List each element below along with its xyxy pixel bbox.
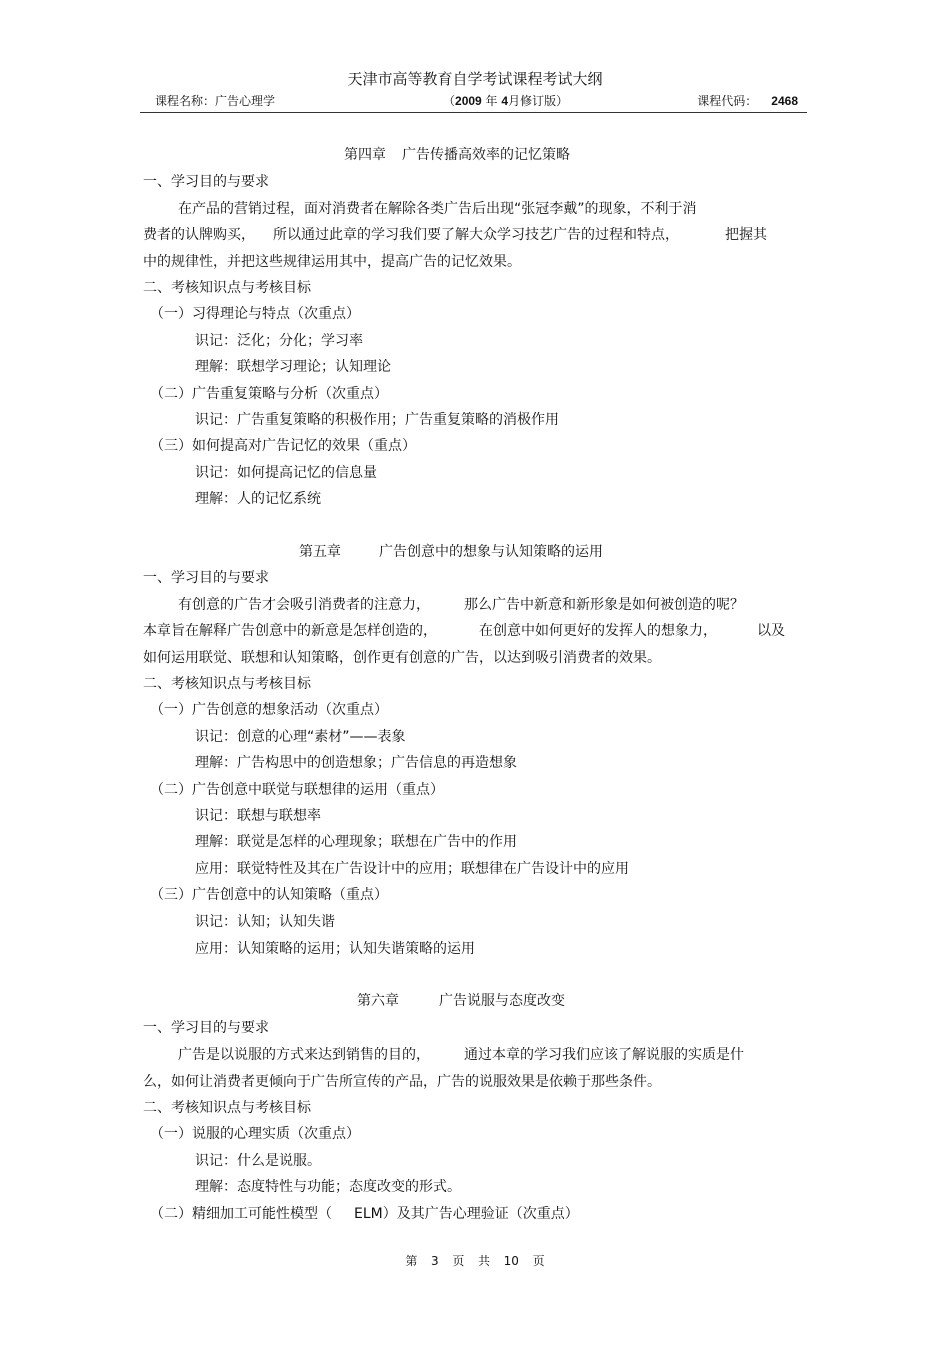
chapter-4-section-2-item-1: 识记：广告重复策略的积极作用；广告重复策略的消极作用 xyxy=(195,412,559,428)
course-code-label: 课程代码： xyxy=(697,94,758,108)
chapter-5-name: 广告创意中的想象与认知策略的运用 xyxy=(379,544,603,560)
course-name: 课程名称：广告心理学 xyxy=(155,94,276,108)
page-number: 3 xyxy=(431,1254,439,1268)
chapter-5-number: 第五章 xyxy=(299,544,341,560)
course-code xyxy=(697,92,798,109)
chapter-4-kp-heading: 二、考核知识点与考核目标 xyxy=(143,280,311,296)
text-run: 那么广告中新意和新形象是如何被创造的呢？ xyxy=(464,597,744,613)
chapter-5-section-3-item-2: 应用：认知策略的运用；认知失谐策略的运用 xyxy=(195,941,475,957)
text-run: 所以通过此章的学习我们要了解大众学习技艺广告的过程和特点， xyxy=(273,227,679,243)
text-run: （二）精细加工可能性模型（ xyxy=(150,1206,332,1222)
chapter-4-section-1-item-2: 理解：联想学习理论；认知理论 xyxy=(195,359,391,375)
chapter-4-para-line-3: 中的规律性，并把这些规律运用其中，提高广告的记忆效果。 xyxy=(143,254,521,270)
chapter-6-goal-heading: 一、学习目的与要求 xyxy=(143,1020,269,1036)
text-run: 广告是以说服的方式来达到销售的目的， xyxy=(178,1047,430,1063)
chapter-6-section-1-item-1: 识记：什么是说服。 xyxy=(195,1153,321,1169)
revision-year-unit: 年 xyxy=(485,94,498,108)
chapter-4-goal-heading: 一、学习目的与要求 xyxy=(143,174,269,190)
chapter-4-section-2-title: （二）广告重复策略与分析（次重点） xyxy=(150,386,388,402)
course-code-value: 2468 xyxy=(771,94,798,108)
chapter-5-section-1-item-1: 识记：创意的心理“素材”——表象 xyxy=(195,729,406,745)
chapter-4-section-3-title: （三）如何提高对广告记忆的效果（重点） xyxy=(150,438,416,454)
chapter-4-para-line-2 xyxy=(143,226,767,244)
revision-close: 月修订版） xyxy=(508,94,569,108)
chapter-6-para-line-2: 么，如何让消费者更倾向于广告所宣传的产品，广告的说服效果是依赖于那些条件。 xyxy=(143,1074,661,1090)
revision-open: （ xyxy=(443,94,456,108)
chapter-4-section-3-item-1: 识记：如何提高记忆的信息量 xyxy=(195,465,377,481)
text-run: 以及 xyxy=(757,623,785,639)
chapter-4-section-1-item-1: 识记：泛化；分化；学习率 xyxy=(195,333,363,349)
revision-year: 2009 xyxy=(455,94,482,108)
footer-text: 页 xyxy=(452,1254,465,1268)
chapter-5-section-1-title: （一）广告创意的想象活动（次重点） xyxy=(150,702,388,718)
page-total: 10 xyxy=(503,1254,519,1268)
chapter-6-title xyxy=(357,992,565,1010)
chapter-5-section-2-item-2: 理解：联觉是怎样的心理现象；联想在广告中的作用 xyxy=(195,834,517,850)
footer-text: 共 xyxy=(478,1254,491,1268)
chapter-5-para-line-3: 如何运用联觉、联想和认知策略，创作更有创意的广告，以达到吸引消费者的效果。 xyxy=(143,650,661,666)
revision-label xyxy=(443,92,568,109)
page-footer xyxy=(0,1252,950,1269)
text-run: 本章旨在解释广告创意中的新意是怎样创造的， xyxy=(143,623,437,639)
chapter-6-para-line-1 xyxy=(178,1046,744,1064)
chapter-6-section-2-title xyxy=(150,1205,579,1223)
chapter-4-para-line-1: 在产品的营销过程，面对消费者在解除各类广告后出现“张冠李戴”的现象，不利于消 xyxy=(178,201,697,217)
chapter-6-kp-heading: 二、考核知识点与考核目标 xyxy=(143,1100,311,1116)
footer-text: 第 xyxy=(405,1254,418,1268)
chapter-4-section-1-title: （一）习得理论与特点（次重点） xyxy=(150,306,360,322)
text-run: ELM）及其广告心理验证（次重点） xyxy=(354,1206,579,1222)
chapter-5-section-3-item-1: 识记：认知；认知失谐 xyxy=(195,914,335,930)
chapter-6-number: 第六章 xyxy=(357,993,399,1009)
chapter-6-section-1-title: （一）说服的心理实质（次重点） xyxy=(150,1126,360,1142)
revision-month: 4 xyxy=(501,94,509,108)
chapter-5-section-1-item-2: 理解：广告构思中的创造想象；广告信息的再造想象 xyxy=(195,755,517,771)
chapter-5-kp-heading: 二、考核知识点与考核目标 xyxy=(143,676,311,692)
text-run: 费者的认牌购买， xyxy=(143,227,255,243)
chapter-4-section-3-item-2: 理解：人的记忆系统 xyxy=(195,491,321,507)
chapter-6-name: 广告说服与态度改变 xyxy=(439,993,565,1009)
text-run: 把握其 xyxy=(725,227,767,243)
chapter-5-section-3-title: （三）广告创意中的认知策略（重点） xyxy=(150,887,388,903)
document-title: 天津市高等教育自学考试课程考试大纲 xyxy=(347,70,603,88)
header-row xyxy=(155,92,798,110)
chapter-4-number: 第四章 xyxy=(344,147,386,163)
footer-text: 页 xyxy=(532,1254,545,1268)
chapter-5-goal-heading: 一、学习目的与要求 xyxy=(143,570,269,586)
chapter-5-title xyxy=(299,543,603,561)
chapter-5-para-line-2 xyxy=(143,622,785,640)
text-run: 有创意的广告才会吸引消费者的注意力， xyxy=(178,597,430,613)
chapter-6-section-1-item-2: 理解：态度特性与功能；态度改变的形式。 xyxy=(195,1179,461,1195)
header-rule xyxy=(140,112,807,113)
chapter-5-section-2-item-1: 识记：联想与联想率 xyxy=(195,808,321,824)
chapter-5-section-2-item-3: 应用：联觉特性及其在广告设计中的应用；联想律在广告设计中的应用 xyxy=(195,861,629,877)
chapter-5-section-2-title: （二）广告创意中联觉与联想律的运用（重点） xyxy=(150,782,444,798)
chapter-5-para-line-1 xyxy=(178,596,744,614)
text-run: 在创意中如何更好的发挥人的想象力， xyxy=(479,623,717,639)
chapter-4-name: 广告传播高效率的记忆策略 xyxy=(402,147,570,163)
chapter-4-title xyxy=(344,146,570,164)
text-run: 通过本章的学习我们应该了解说服的实质是什 xyxy=(464,1047,744,1063)
